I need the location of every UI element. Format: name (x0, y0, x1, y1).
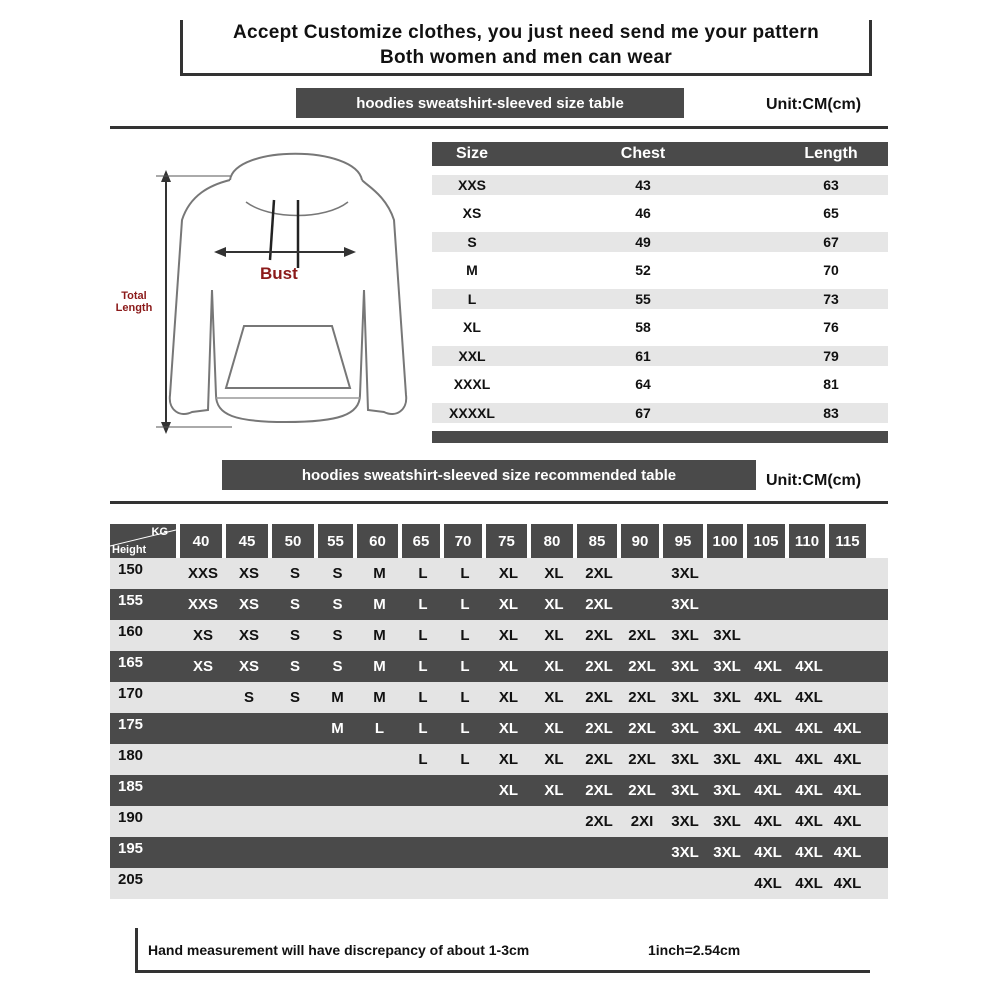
size-recommendation-cell: L (460, 565, 470, 582)
hoodie-diagram (110, 140, 420, 440)
chest-col-header: Chest (620, 145, 666, 162)
size-recommendation-cell: 3XL (671, 844, 699, 861)
bust-label: Bust (260, 264, 298, 283)
recommended-row (110, 558, 888, 589)
kg-height-corner (110, 524, 176, 558)
size-table-row (432, 374, 888, 394)
recommended-table (110, 524, 888, 899)
recommended-row (110, 589, 888, 620)
size-table-row (432, 260, 888, 280)
size-recommendation-cell: 2XL (585, 658, 613, 675)
weight-header-cell: 70 (444, 524, 482, 558)
size-recommendation-cell: 2XL (585, 720, 613, 737)
chest-cell: 64 (635, 376, 651, 392)
size-recommendation-cell: 4XL (795, 751, 823, 768)
header-line-1: Accept Customize clothes, you just need send me your pattern (232, 22, 819, 43)
weight-header-cell: 105 (747, 524, 785, 558)
size-recommendation-cell: 4XL (795, 720, 823, 737)
weight-header-cell: 40 (180, 524, 222, 558)
size-table-row (432, 403, 888, 423)
size-recommendation-cell: 3XL (713, 844, 741, 861)
hoodie-illustration (110, 140, 420, 440)
size-recommendation-cell: 3XL (671, 689, 699, 706)
size-recommendation-cell: XS (238, 596, 259, 613)
size-recommendation-cell: 2XL (585, 782, 613, 799)
size-recommendation-cell: XL (498, 720, 519, 737)
size-recommendation-cell: 3XL (713, 627, 741, 644)
recommended-row (110, 744, 888, 775)
size-recommendation-cell: S (289, 627, 300, 644)
chest-cell: 49 (635, 233, 651, 250)
size-cell: XXXXL (449, 404, 495, 421)
size-recommendation-cell: XL (498, 596, 519, 613)
size-recommendation-cell: 3XL (671, 813, 699, 830)
size-recommendation-cell: 4XL (795, 782, 823, 799)
weight-header-cell: 115 (829, 524, 866, 558)
size-recommendation-cell: 4XL (754, 782, 782, 799)
size-recommendation-cell: 3XL (713, 751, 741, 768)
total-length-label (114, 290, 154, 314)
size-recommendation-cell: M (373, 658, 386, 675)
size-recommendation-cell: XL (544, 689, 564, 706)
size-cell: XXXL (453, 376, 491, 392)
size-recommendation-cell: XS (238, 658, 259, 675)
size-recommendation-cell: 4XL (833, 875, 862, 892)
size-recommendation-cell: 4XL (833, 813, 862, 830)
size-recommendation-cell: 2XL (585, 596, 613, 613)
size-cell: XXS (457, 176, 486, 193)
size-cell: XXL (458, 347, 486, 364)
size-recommendation-cell: XL (544, 782, 564, 799)
size-table-unit: Unit:CM(cm) (766, 96, 862, 113)
header-line-2: Both women and men can wear (379, 47, 673, 68)
length-cell: 73 (823, 290, 839, 307)
recommended-row (110, 837, 888, 868)
size-cell: XS (462, 205, 482, 221)
height-cell: 165 (118, 654, 144, 671)
size-recommendation-cell: L (460, 658, 470, 675)
size-recommendation-cell: 4XL (795, 875, 823, 892)
total-length-label-line-1: Total (121, 290, 147, 302)
size-recommendation-cell: S (289, 596, 300, 613)
size-recommendation-cell: 4XL (754, 751, 782, 768)
size-col-header: Size (455, 145, 488, 162)
size-recommendation-cell: 2XL (628, 658, 656, 675)
size-recommendation-cell: 3XL (671, 782, 699, 799)
size-recommendation-cell: 4XL (833, 751, 862, 768)
size-recommendation-cell: 4XL (795, 658, 823, 675)
size-recommendation-cell: 3XL (671, 596, 699, 613)
size-recommendation-cell: 4XL (754, 813, 782, 830)
size-recommendation-cell: S (332, 627, 343, 644)
size-cell: M (466, 262, 478, 278)
height-cell: 195 (118, 840, 144, 857)
size-recommendation-cell: 2XL (585, 751, 613, 768)
size-recommendation-cell: L (418, 627, 428, 644)
weight-header-cell: 45 (226, 524, 268, 558)
height-cell: 185 (118, 778, 144, 795)
size-recommendation-cell: 2XL (628, 751, 656, 768)
length-cell: 76 (823, 319, 839, 335)
height-cell: 160 (118, 623, 144, 640)
chest-cell: 46 (635, 205, 651, 221)
size-recommendation-cell: XL (544, 751, 564, 768)
size-table-body (432, 175, 888, 423)
weight-header-cell: 80 (531, 524, 573, 558)
size-recommendation-cell: 3XL (671, 658, 699, 675)
size-recommendation-cell: L (418, 658, 428, 675)
size-recommendation-cell: 2XL (585, 689, 613, 706)
header-banner (180, 20, 872, 76)
height-cell: 175 (118, 716, 144, 733)
size-recommendation-cell: XL (544, 658, 564, 675)
weight-header-cell: 55 (318, 524, 353, 558)
size-recommendation-cell: XL (544, 596, 564, 613)
weight-header-cell: 100 (707, 524, 743, 558)
weight-header-cell: 90 (621, 524, 659, 558)
size-recommendation-cell: L (460, 689, 470, 706)
size-table-row (432, 289, 888, 309)
size-recommendation-cell: S (332, 596, 343, 613)
inch-conversion-note: 1inch=2.54cm (648, 942, 741, 958)
weight-header-cell: 85 (577, 524, 617, 558)
length-cell: 70 (823, 262, 839, 278)
size-recommendation-cell: S (289, 565, 300, 582)
size-recommendation-cell: XL (544, 720, 564, 737)
size-table-row (432, 346, 888, 366)
size-recommendation-cell: 4XL (754, 844, 782, 861)
weight-header-cell: 95 (663, 524, 703, 558)
discrepancy-note: Hand measurement will have discrepancy of about 1-3cm (148, 942, 530, 958)
size-recommendation-cell: 3XL (713, 782, 741, 799)
length-cell: 79 (823, 347, 839, 364)
size-recommendation-cell: 2XL (585, 627, 613, 644)
size-recommendation-cell: 3XL (713, 720, 741, 737)
size-recommendation-cell: 3XL (671, 751, 699, 768)
size-recommendation-cell: L (418, 565, 428, 582)
chest-cell: 58 (635, 319, 651, 335)
size-recommendation-cell: 4XL (795, 689, 823, 706)
size-recommendation-cell: 2XL (628, 720, 656, 737)
size-recommendation-cell: 4XL (795, 813, 823, 830)
size-recommendation-cell: XS (192, 658, 213, 675)
size-recommendation-cell: XL (498, 689, 519, 706)
size-recommendation-cell: M (373, 689, 386, 706)
total-length-label-line-2: Length (115, 302, 153, 314)
size-recommendation-cell: XXS (187, 596, 218, 613)
size-recommendation-cell: L (460, 627, 470, 644)
size-recommendation-cell: XL (498, 782, 519, 799)
size-recommendation-cell: 2XL (628, 627, 656, 644)
size-recommendation-cell: XS (192, 627, 213, 644)
chest-cell: 67 (635, 404, 651, 421)
recommended-table-body (110, 558, 888, 899)
size-recommendation-cell: M (331, 689, 344, 706)
recommended-row (110, 620, 888, 651)
size-recommendation-cell: S (289, 689, 300, 706)
height-cell: 155 (118, 592, 144, 609)
chest-cell: 52 (635, 262, 651, 278)
size-recommendation-cell: XXS (187, 565, 218, 582)
recommended-row (110, 868, 888, 899)
weight-header-cell: 65 (402, 524, 440, 558)
size-recommendation-cell: XL (498, 627, 519, 644)
size-recommendation-cell: L (460, 720, 470, 737)
size-recommendation-cell: M (373, 565, 386, 582)
weight-header-cell: 75 (486, 524, 527, 558)
length-cell: 65 (823, 205, 839, 221)
chest-cell: 43 (635, 176, 651, 193)
size-recommendation-cell: XL (544, 565, 564, 582)
footer-note-box (135, 928, 870, 973)
recommended-table-unit: Unit:CM(cm) (766, 472, 862, 489)
size-table-row (432, 175, 888, 195)
length-cell: 81 (823, 376, 839, 392)
recommended-row (110, 775, 888, 806)
size-recommendation-cell: 2XL (585, 813, 613, 830)
size-cell: L (467, 290, 477, 307)
weight-header-cell: 50 (272, 524, 314, 558)
size-recommendation-cell: L (418, 751, 428, 768)
size-recommendation-cell: 3XL (713, 658, 741, 675)
size-recommendation-cell: 3XL (713, 813, 741, 830)
size-table-row (432, 317, 888, 337)
length-cell: 63 (823, 176, 839, 193)
height-cell: 170 (118, 685, 144, 702)
size-recommendation-cell: 3XL (713, 689, 741, 706)
size-cell: XL (463, 319, 481, 335)
size-recommendation-cell: L (374, 720, 385, 737)
weight-header-cell: 60 (357, 524, 398, 558)
height-cell: 180 (118, 747, 144, 764)
size-recommendation-cell: L (460, 751, 470, 768)
size-table-footer-bar (432, 431, 888, 443)
size-table (432, 142, 888, 443)
size-recommendation-cell: L (418, 720, 428, 737)
recommended-row (110, 651, 888, 682)
size-recommendation-cell: S (332, 658, 343, 675)
size-recommendation-cell: M (373, 627, 386, 644)
chest-cell: 55 (635, 290, 651, 307)
size-recommendation-cell: 4XL (833, 720, 862, 737)
size-recommendation-cell: 3XL (671, 627, 699, 644)
height-cell: 205 (118, 871, 144, 888)
recommended-row (110, 682, 888, 713)
size-recommendation-cell: 2XI (630, 813, 654, 830)
size-recommendation-cell: M (373, 596, 386, 613)
size-recommendation-cell: S (243, 689, 254, 706)
size-recommendation-cell: XL (498, 565, 519, 582)
size-recommendation-cell: 4XL (795, 844, 823, 861)
size-table-row (432, 203, 888, 223)
size-recommendation-cell: 2XL (585, 565, 613, 582)
size-recommendation-cell: XL (498, 751, 519, 768)
size-recommendation-cell: XS (238, 627, 259, 644)
size-recommendation-cell: S (332, 565, 343, 582)
size-recommendation-cell: M (331, 720, 344, 737)
size-recommendation-cell: L (418, 596, 428, 613)
divider-top (110, 126, 888, 129)
recommended-row (110, 713, 888, 744)
size-recommendation-cell: S (289, 658, 300, 675)
recommended-table-title: hoodies sweatshirt-sleeved size recommended table (222, 460, 756, 490)
size-recommendation-cell: 2XL (628, 782, 656, 799)
size-recommendation-cell: 4XL (754, 689, 782, 706)
size-recommendation-cell: 4XL (833, 782, 862, 799)
size-recommendation-cell: 4XL (833, 844, 862, 861)
size-recommendation-cell: 3XL (671, 565, 699, 582)
size-recommendation-cell: L (418, 689, 428, 706)
size-table-row (432, 232, 888, 252)
size-recommendation-cell: 4XL (754, 875, 782, 892)
length-cell: 83 (823, 404, 839, 421)
size-recommendation-cell: 3XL (671, 720, 699, 737)
chest-cell: 61 (635, 347, 651, 364)
size-recommendation-cell: 4XL (754, 658, 782, 675)
size-cell: S (467, 233, 477, 250)
size-table-title: hoodies sweatshirt-sleeved size table (296, 88, 684, 118)
height-cell: 190 (118, 809, 144, 826)
size-recommendation-cell: XL (544, 627, 564, 644)
height-label: Height (112, 544, 147, 556)
size-recommendation-cell: 2XL (628, 689, 656, 706)
length-col-header: Length (804, 145, 858, 162)
size-recommendation-cell: XS (238, 565, 259, 582)
divider-middle (110, 501, 888, 504)
size-recommendation-cell: L (460, 596, 470, 613)
size-recommendation-cell: XL (498, 658, 519, 675)
size-table-header (432, 142, 888, 166)
size-recommendation-cell: 4XL (754, 720, 782, 737)
length-cell: 67 (823, 233, 839, 250)
weight-header-cell: 110 (789, 524, 825, 558)
height-cell: 150 (118, 561, 144, 578)
recommended-row (110, 806, 888, 837)
recommended-table-header (110, 524, 888, 558)
kg-label: KG (151, 526, 168, 538)
